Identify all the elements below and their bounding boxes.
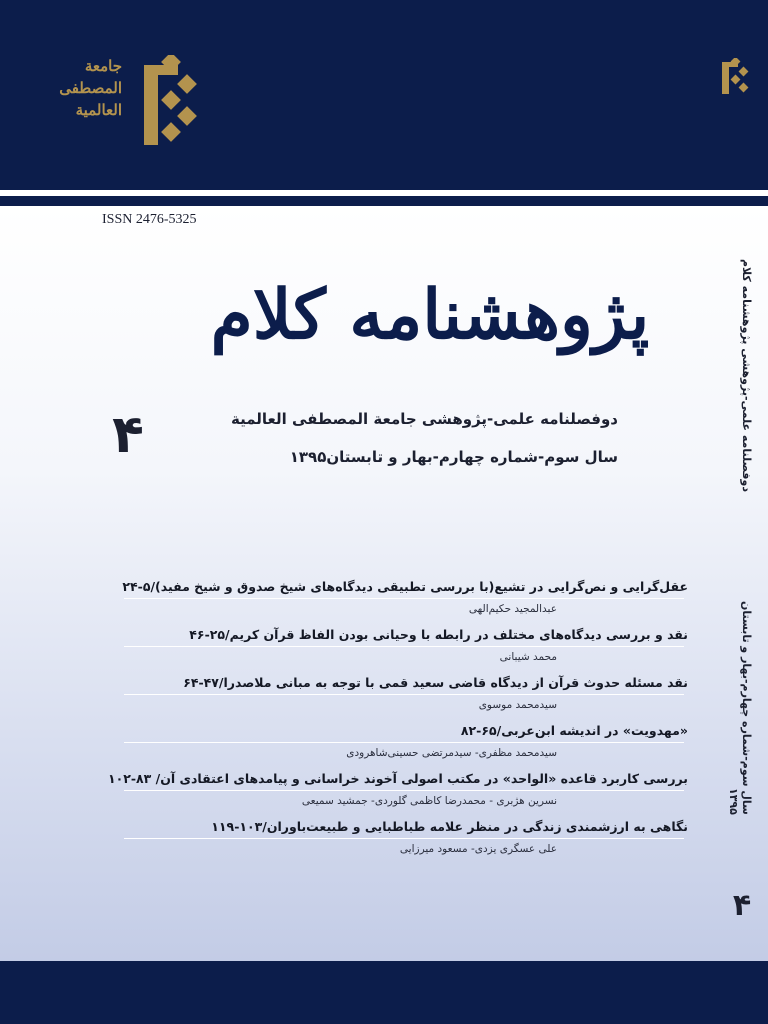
publisher-name-line: جامعة: [84, 57, 122, 75]
article-title: نقد مسئله حدوث قرآن از دیدگاه قاضی سعید قمی با توجه به مبانی ملاصدرا/۴۷-۶۴: [183, 675, 688, 690]
publisher-logo: [60, 55, 210, 165]
article-title: عقل‌گرایی و نص‌گرایی در تشیع(با بررسی تطبیقی دیدگاه‌های شیخ صدوق و شیخ مفید)/۵-۲۴: [122, 579, 688, 594]
small-emblem-icon: [720, 58, 750, 98]
spine-issue-info: سال سوم-شماره چهارم-بهار و تابستان ۱۳۹۵: [727, 601, 753, 815]
article-authors: محمد شیبانی: [499, 651, 557, 663]
toc-entry: [100, 816, 692, 864]
publisher-name-line: المصطفی: [59, 79, 122, 97]
toc-entry: [100, 720, 692, 768]
article-authors: سیدمحمد موسوی: [478, 699, 557, 711]
issue-info: سال سوم-شماره چهارم-بهار و تابستان۱۳۹۵: [289, 448, 618, 466]
table-of-contents: [100, 576, 692, 864]
article-authors: نسرین هژبری - محمدرضا کاظمی گلوردی- جمشید سمیعی: [301, 795, 557, 807]
toc-entry: [100, 672, 692, 720]
publisher-emblem-icon: [140, 55, 204, 155]
toc-entry: [100, 768, 692, 816]
article-authors: عبدالمجید حکیم‌الهی: [468, 603, 557, 615]
journal-title: پژوهشنامه کلام: [210, 275, 650, 355]
article-title: بررسی کاربرد قاعده «الواحد» در مکتب اصولی آخوند خراسانی و پیامدهای اعتقادی آن/ ۸۳-۱۰۲: [107, 771, 688, 786]
article-title: نگاهی به ارزشمندی زندگی در منظر علامه طباطبایی و طبیعت‌باوران/۱۰۳-۱۱۹: [211, 819, 688, 834]
toc-entry: [100, 576, 692, 624]
article-title: «مهدویت» در اندیشه ابن‌عربی/۶۵-۸۲: [460, 723, 688, 738]
toc-entry: [100, 624, 692, 672]
article-authors: علی عسگری یزدی- مسعود میرزایی: [399, 843, 557, 855]
issn: ISSN 2476-5325: [102, 212, 197, 227]
issue-number: ۴: [112, 405, 144, 465]
footer-band: [0, 961, 768, 1024]
article-authors: سیدمحمد مظفری- سیدمرتضی حسینی‌شاهرودی: [346, 747, 557, 759]
publisher-name-line: العالمية: [75, 101, 122, 119]
journal-subtitle: دوفصلنامه علمی-پژوهشی جامعة المصطفی العالمية: [231, 410, 618, 428]
spine-title: دوفصلنامه علمی-پژوهشی پژوهشنامه کلام: [740, 259, 753, 492]
header-rule: [0, 196, 768, 206]
publisher-name: [52, 55, 122, 121]
article-title: نقد و بررسی دیدگاه‌های مختلف در رابطه با وحیانی بودن الفاظ قرآن کریم/۲۵-۴۶: [189, 627, 688, 642]
spine-issue-number: ۴: [732, 888, 752, 923]
